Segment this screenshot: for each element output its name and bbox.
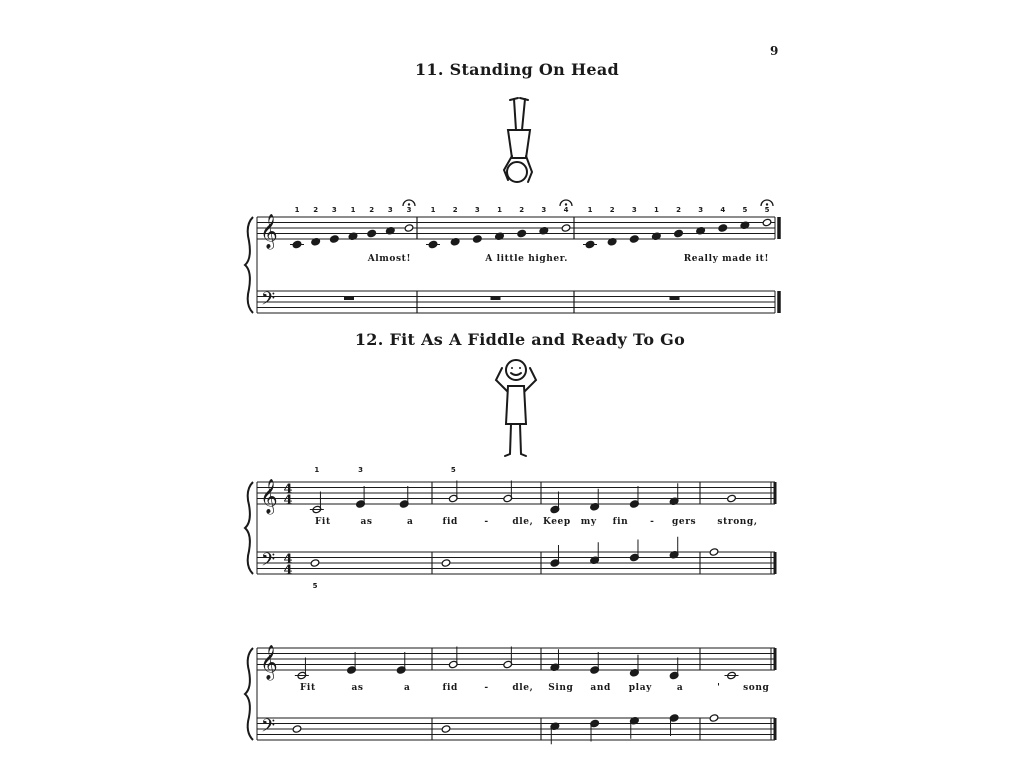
lyric-syllable: fid [442, 517, 458, 527]
finger-number: 1 [653, 206, 659, 214]
brace [245, 648, 253, 740]
quarter-note [629, 235, 639, 243]
time-signature-top: 4 [283, 552, 293, 567]
upside-down-stick-figure [494, 92, 544, 192]
lyric-syllable: - [484, 517, 489, 527]
quarter-note [367, 229, 377, 237]
half-note [448, 481, 458, 503]
bass-staff [257, 291, 775, 313]
brace [245, 482, 253, 574]
fermata-dot [408, 203, 410, 205]
quarter-note [669, 537, 679, 559]
whole-note [441, 725, 451, 733]
finger-number: 4 [720, 206, 726, 214]
whole-note [709, 548, 719, 556]
whole-rest [491, 297, 501, 301]
quarter-note [590, 489, 600, 511]
whole-note [725, 671, 739, 679]
held-note [762, 218, 772, 226]
hands-on-head-stick-figure [490, 356, 542, 462]
lyric-syllable: - [650, 517, 655, 527]
quarter-note [630, 486, 640, 508]
finger-number: 1 [350, 206, 356, 214]
whole-note [709, 714, 719, 722]
finger-number: 3 [631, 206, 637, 214]
finger-number: 1 [294, 206, 300, 214]
finger-number: 3 [406, 206, 412, 214]
quarter-note [356, 486, 366, 508]
finger-number: 1 [314, 466, 320, 474]
finger-number: 3 [387, 206, 393, 214]
lyric-syllable: a [406, 517, 414, 527]
piece-title-standing-on-head: 11. Standing On Head [415, 60, 619, 79]
fermata-dot [565, 203, 567, 205]
finger-number: 2 [313, 206, 319, 214]
quarter-note [330, 235, 340, 243]
time-signature-bottom: 4 [283, 563, 293, 578]
time-signature-bottom: 4 [283, 493, 293, 508]
half-note [503, 481, 513, 503]
bass-clef: 𝄢 [261, 550, 276, 575]
quarter-note [550, 545, 560, 567]
time-signature-top: 4 [283, 482, 293, 497]
half-note [310, 492, 324, 514]
lyric-text: A little higher. [485, 254, 568, 264]
finger-number: 3 [698, 206, 704, 214]
finger-number: 2 [609, 206, 615, 214]
finger-number: 5 [742, 206, 748, 214]
lyric-syllable: Fit [314, 517, 331, 527]
treble-staff [257, 482, 775, 504]
quarter-note [550, 722, 560, 744]
lyric-syllable: gers [671, 517, 697, 527]
quarter-note [583, 240, 597, 248]
fermata-dot [766, 203, 768, 205]
lyric-syllable: strong, [717, 517, 758, 527]
quarter-note [399, 486, 409, 508]
finger-number: 2 [676, 206, 681, 214]
finger-number: 2 [519, 206, 525, 214]
lyric-syllable: song [743, 683, 770, 693]
lyric-syllable: and [590, 683, 611, 693]
finger-number: 1 [587, 206, 593, 214]
whole-note [292, 725, 302, 733]
treble-staff [257, 648, 775, 670]
grand-staff-piece-12-system-1 [245, 462, 785, 590]
lyric-syllable: - [484, 683, 489, 693]
quarter-note [396, 652, 406, 674]
finger-number: 5 [764, 206, 770, 214]
finger-number: 2 [369, 206, 375, 214]
whole-note [441, 559, 451, 567]
quarter-note [517, 229, 527, 237]
finger-number: 3 [474, 206, 480, 214]
treble-clef: 𝄞 [260, 479, 278, 514]
lyric-syllable: fid [442, 683, 458, 693]
quarter-note [426, 240, 440, 248]
whole-rest [344, 297, 354, 301]
finger-number: 3 [331, 206, 337, 214]
quarter-note [630, 540, 640, 562]
grand-staff-piece-11 [245, 200, 785, 318]
quarter-note [590, 542, 600, 564]
lyric-syllable: ' [717, 683, 721, 693]
lyric-syllable: fin [612, 517, 629, 527]
quarter-note [290, 240, 304, 248]
lyric-syllable: my [580, 517, 597, 527]
quarter-note [674, 229, 684, 237]
brace [245, 217, 253, 313]
quarter-note [473, 235, 483, 243]
finger-number: 5 [312, 582, 318, 590]
treble-clef: 𝄞 [260, 214, 278, 249]
finger-number: 4 [563, 206, 569, 214]
lyric-text: Almost! [367, 254, 411, 264]
lyric-syllable: dle, [512, 517, 534, 527]
quarter-note [550, 649, 560, 671]
bass-staff [257, 552, 775, 574]
lyric-syllable: as [360, 517, 373, 527]
lyric-syllable: as [351, 683, 364, 693]
finger-number: 3 [541, 206, 547, 214]
finger-number: 3 [358, 466, 363, 474]
quarter-note [630, 655, 640, 677]
finger-number: 1 [497, 206, 502, 214]
half-note [448, 647, 458, 669]
quarter-note [669, 658, 679, 680]
finger-number: 2 [452, 206, 458, 214]
quarter-note [630, 717, 640, 739]
quarter-note [669, 714, 679, 736]
grand-staff-piece-12-system-2 [245, 628, 785, 752]
quarter-note [550, 492, 560, 514]
quarter-note [669, 483, 679, 505]
whole-note [310, 559, 320, 567]
bass-staff [257, 718, 775, 740]
whole-note [727, 494, 737, 502]
lyric-syllable: Keep [543, 517, 571, 527]
lyric-syllable: dle, [512, 683, 534, 693]
held-note [561, 224, 571, 232]
held-note [404, 224, 414, 232]
whole-rest [670, 297, 680, 301]
lyric-syllable: Fit [299, 683, 316, 693]
lyric-syllable: Sing [548, 683, 574, 693]
quarter-note [590, 719, 600, 741]
bass-clef: 𝄢 [261, 289, 276, 314]
piece-title-fit-as-a-fiddle: 12. Fit As A Fiddle and Ready To Go [354, 330, 686, 349]
lyric-syllable: a [676, 683, 684, 693]
half-note [503, 647, 513, 669]
finger-number: 1 [430, 206, 436, 214]
page-number: 9 [770, 44, 779, 58]
quarter-note [347, 652, 357, 674]
half-note [295, 658, 309, 680]
quarter-note [718, 224, 728, 232]
lyric-syllable: a [403, 683, 411, 693]
finger-number: 5 [450, 466, 456, 474]
lyric-text: Really made it! [683, 254, 769, 264]
lyric-syllable: play [628, 683, 652, 693]
treble-clef: 𝄞 [260, 645, 278, 680]
bass-clef: 𝄢 [261, 716, 276, 741]
quarter-note [590, 652, 600, 674]
